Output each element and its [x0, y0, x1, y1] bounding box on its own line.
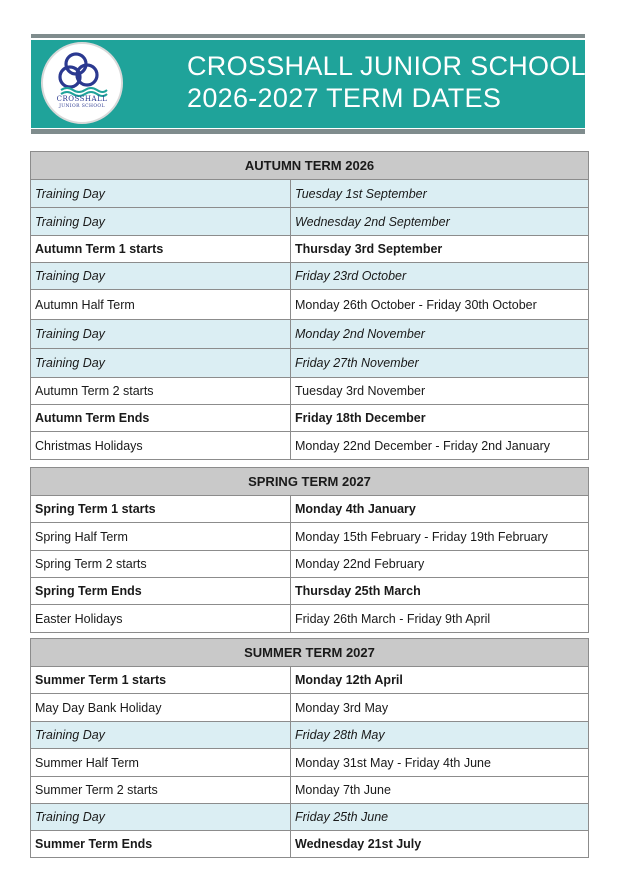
- event-cell: Autumn Half Term: [31, 290, 291, 320]
- event-cell: Autumn Term Ends: [31, 405, 291, 432]
- event-cell: Summer Half Term: [31, 749, 291, 777]
- event-cell: Spring Term 1 starts: [31, 496, 291, 523]
- date-cell: Monday 12th April: [291, 667, 589, 694]
- event-cell: Training Day: [31, 208, 291, 236]
- table-row: [31, 667, 589, 694]
- table-row: [31, 290, 589, 320]
- table-row: [31, 432, 589, 460]
- event-cell: Christmas Holidays: [31, 432, 291, 460]
- table-row: [31, 320, 589, 349]
- table-row: [31, 804, 589, 831]
- date-cell: Wednesday 2nd September: [291, 208, 589, 236]
- summer-term-table: [30, 638, 589, 858]
- date-cell: Monday 3rd May: [291, 694, 589, 722]
- table-row: [31, 694, 589, 722]
- event-cell: Spring Half Term: [31, 523, 291, 551]
- logo-text-sub: JUNIOR SCHOOL: [59, 104, 105, 109]
- table-row: [31, 349, 589, 378]
- table-row: [31, 263, 589, 290]
- date-cell: Friday 18th December: [291, 405, 589, 432]
- date-cell: Friday 23rd October: [291, 263, 589, 290]
- date-cell: Wednesday 21st July: [291, 831, 589, 858]
- event-cell: Training Day: [31, 320, 291, 349]
- table-row: [31, 605, 589, 633]
- event-cell: Summer Term 2 starts: [31, 777, 291, 804]
- spring-term-table: [30, 467, 589, 633]
- table-row: [31, 722, 589, 749]
- page-title-line1: CROSSHALL JUNIOR SCHOOL: [187, 51, 586, 81]
- date-cell: Friday 28th May: [291, 722, 589, 749]
- date-cell: Friday 27th November: [291, 349, 589, 378]
- date-cell: Thursday 25th March: [291, 578, 589, 605]
- table-row: [31, 378, 589, 405]
- table-row: [31, 831, 589, 858]
- event-cell: Spring Term 2 starts: [31, 551, 291, 578]
- header-bottom-rule: [31, 129, 585, 134]
- table-row: [31, 578, 589, 605]
- summer-term-heading: SUMMER TERM 2027: [31, 639, 589, 667]
- spring-term-heading: SPRING TERM 2027: [31, 468, 589, 496]
- date-cell: Monday 22nd February: [291, 551, 589, 578]
- event-cell: Autumn Term 2 starts: [31, 378, 291, 405]
- interlocking-rings-icon: [43, 44, 121, 122]
- date-cell: Friday 26th March - Friday 9th April: [291, 605, 589, 633]
- event-cell: Training Day: [31, 722, 291, 749]
- event-cell: Training Day: [31, 180, 291, 208]
- date-cell: Monday 15th February - Friday 19th February: [291, 523, 589, 551]
- date-cell: Monday 2nd November: [291, 320, 589, 349]
- table-row: [31, 523, 589, 551]
- page-title-line2: 2026-2027 TERM DATES: [187, 83, 502, 113]
- event-cell: Spring Term Ends: [31, 578, 291, 605]
- table-row: [31, 405, 589, 432]
- table-row: [31, 551, 589, 578]
- table-row: [31, 180, 589, 208]
- table-row: [31, 208, 589, 236]
- autumn-term-heading: AUTUMN TERM 2026: [31, 152, 589, 180]
- autumn-term-table: [30, 151, 589, 460]
- date-cell: Monday 4th January: [291, 496, 589, 523]
- date-cell: Monday 31st May - Friday 4th June: [291, 749, 589, 777]
- table-row: [31, 777, 589, 804]
- event-cell: Autumn Term 1 starts: [31, 236, 291, 263]
- event-cell: Summer Term 1 starts: [31, 667, 291, 694]
- logo-text-name: CROSSHALL: [56, 95, 108, 103]
- date-cell: Monday 7th June: [291, 777, 589, 804]
- page-header: [31, 40, 585, 128]
- event-cell: Easter Holidays: [31, 605, 291, 633]
- header-top-rule: [31, 34, 585, 38]
- event-cell: Training Day: [31, 804, 291, 831]
- school-logo: [41, 42, 123, 124]
- table-row: [31, 749, 589, 777]
- date-cell: Tuesday 1st September: [291, 180, 589, 208]
- table-row: [31, 496, 589, 523]
- event-cell: Summer Term Ends: [31, 831, 291, 858]
- event-cell: May Day Bank Holiday: [31, 694, 291, 722]
- event-cell: Training Day: [31, 263, 291, 290]
- date-cell: Tuesday 3rd November: [291, 378, 589, 405]
- date-cell: Friday 25th June: [291, 804, 589, 831]
- page-title: [187, 50, 586, 114]
- date-cell: Thursday 3rd September: [291, 236, 589, 263]
- date-cell: Monday 22nd December - Friday 2nd January: [291, 432, 589, 460]
- date-cell: Monday 26th October - Friday 30th October: [291, 290, 589, 320]
- event-cell: Training Day: [31, 349, 291, 378]
- table-row: [31, 236, 589, 263]
